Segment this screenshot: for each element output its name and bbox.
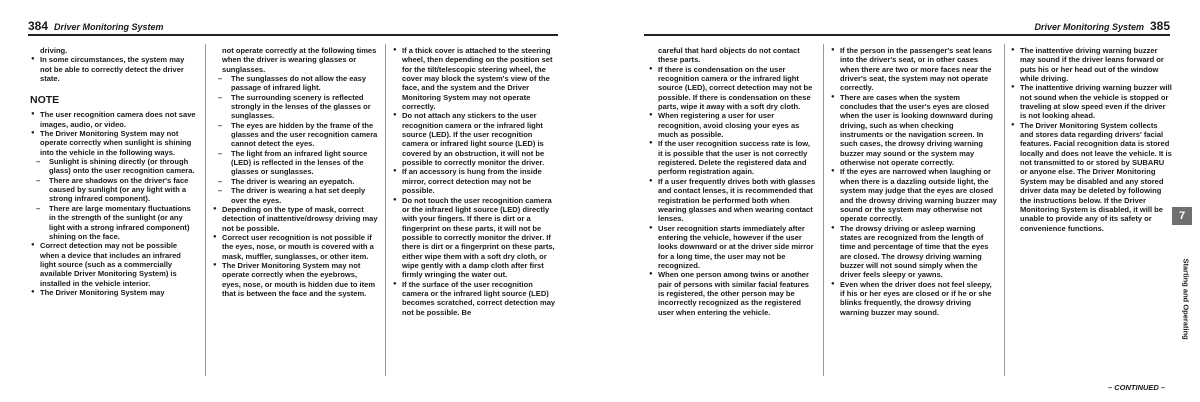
bullet-item: ● When registering a user for user recognition, avoid closing your eyes as much as possible. [648,111,816,139]
left-col-1 [30,46,198,376]
chapter-tab: 7 [1172,207,1192,225]
bullet-item: ● Depending on the type of mask, correct detection of inattentive/drowsy driving may not be possible. [212,205,378,233]
bullet-item: ● The inattentive driving warning buzzer may sound if the driver leans forward or puts his or her head out of the window while driving. [1010,46,1172,83]
bullet-item: ● Correct detection may not be possible when a device that includes an infrared light source (such as a commercially available Driver Monitoring System) is installed in the vehicle interior. [30,241,198,288]
bullet-item: ● The inattentive driving warning buzzer will not sound when the vehicle is stopped or traveling at slow speed even if the driver is not looking ahead. [1010,83,1172,120]
left-page [0,0,560,402]
left-col-3 [392,46,558,376]
bullet-item: ● Correct user recognition is not possible if the eyes, nose, or mouth is covered with a mask, muffler, sunglasses, or other item. [212,233,378,261]
right-page-number: 385 [1149,19,1170,33]
bullet-item: ● If the eyes are narrowed when laughing or when there is a dazzling outside light, the system may judge that the eyes are closed and the drowsy driving warning buzzer may sound or the system may otherwise not operate correctly. [830,167,998,223]
continued-label: – CONTINUED – [1108,383,1166,392]
right-col-3 [1010,46,1172,376]
left-header-rule [28,34,558,36]
col-text: careful that hard objects do not contact these parts. [658,46,800,65]
dash-item: – The sunglasses do not allow the easy passage of infrared light. [212,74,378,93]
dash-item: – Sunlight is shining directly (or through glass) onto the user recognition camera. [30,157,198,176]
note-heading: NOTE [30,94,60,107]
left-page-number: 384 [28,19,49,33]
column-divider [823,44,824,376]
bullet-item: ● If there is condensation on the user recognition camera or the infrared light source (LED), correct detection may not be possible. If there is condensation on these parts, wipe it away with a soft dry cloth. [648,65,816,112]
dash-item: – The eyes are hidden by the frame of the glasses and the user recognition camera cannot detect the eyes. [212,121,378,149]
bullet-item: ● If a thick cover is attached to the steering wheel, then depending on the position set for the tilt/telescopic steering wheel, the cover may block the system's view of the face, and the system and the Driver Monitoring System may not operate correctly. [392,46,558,111]
bullet-item: ● There are cases when the system concludes that the user's eyes are closed when the user is looking downward during driving, such as when checking instruments or the navigation screen. In such cases, the drowsy driving warning buzzer may sound or the system may otherwise not operate correctly. [830,93,998,168]
bullet-item: ● If the person in the passenger's seat leans into the driver's seat, or in other cases when there are two or more faces near the driver's seat, the system may not operate correctly. [830,46,998,93]
column-divider [205,44,206,376]
right-col-2 [830,46,998,376]
column-divider [385,44,386,376]
right-col-1 [648,46,816,376]
right-running-head: Driver Monitoring System [1034,22,1144,32]
bullet-item: ● The Driver Monitoring System may [30,288,198,297]
bullet-item: ● When one person among twins or another pair of persons with similar facial features is registered, the other person may be incorrectly recognized as the registered user when entering the vehicle. [648,270,816,317]
col-text: not operate correctly at the following times when the driver is wearing glasses or sunglasses. [222,46,377,74]
bullet-item: ● The Driver Monitoring System may not operate correctly when sunlight is shining into the vehicle in the following ways. [30,129,198,157]
right-page-header [820,17,1170,35]
dash-item: – There are large momentary fluctuations in the strength of the sunlight (or any light with a strong infrared component) shining on the face. [30,204,198,241]
left-running-head: Driver Monitoring System [54,22,164,32]
bullet-item: ● The drowsy driving or asleep warning states are recognized from the length of time and percentage of time that the eyes are closed. The drowsy driving warning buzzer will not sound simply when the driver feels sleepy or yawns. [830,224,998,280]
bullet-item: ● The Driver Monitoring System may not operate correctly when the eyebrows, eyes, nose, or mouth is hidden due to item that is between the face and the system. [212,261,378,298]
bullet-item: ● User recognition starts immediately after entering the vehicle, however if the user looks downward or at the driver side mirror for a long time, the user may not be recognized. [648,224,816,271]
bullet-item: ● Do not attach any stickers to the user recognition camera or the infrared light source (LED). If the user recognition camera or infrared light source (LED) is covered by an obstruction, it will not be possible to correctly monitor the driver. [392,111,558,167]
bullet-item: ● If a user frequently drives both with glasses and contact lenses, it is recommended that registration be performed both when wearing glasses and when wearing contact lenses. [648,177,816,224]
dash-item: – The driver is wearing a hat set deeply over the eyes. [212,186,378,205]
bullet-item: ● If the surface of the user recognition camera or the infrared light source (LED) becomes scratched, correct detection may not be possible. Be [392,280,558,317]
dash-item: – The surrounding scenery is reflected strongly in the lenses of the glasses or sunglasses. [212,93,378,121]
left-col-2 [212,46,378,376]
dash-item: – The light from an infrared light source (LED) is reflected in the lenses of the glasses or sunglasses. [212,149,378,177]
bullet-item: ● Even when the driver does not feel sleepy, if his or her eyes are closed or if he or she blinks frequently, the drowsy driving warning buzzer may sound. [830,280,998,317]
column-divider [1004,44,1005,376]
dash-item: – There are shadows on the driver's face caused by sunlight (or any light with a strong infrared component). [30,176,198,204]
bullet-item: ● Do not touch the user recognition camera or the infrared light source (LED) directly with your fingers. If there is dirt or a fingerprint on these parts, it will not be possible to correctly monitor the driver. If there is dirt or a fingerprint on these parts, either wipe them with a soft dry cloth, or wipe gently with a damp cloth after first firmly wringing the water out. [392,196,558,280]
right-page [620,0,1200,402]
dash-item: – The driver is wearing an eyepatch. [212,177,378,186]
bullet-item: ● In some circumstances, the system may not be able to correctly detect the driver state. [30,55,198,83]
left-page-header [28,17,388,35]
col-text: driving. [40,46,68,55]
chapter-side-label: Starting and Operating [1181,258,1191,340]
bullet-item: ● If the user recognition success rate is low, it is possible that the user is not correctly registered. Delete the registered data and perform registration again. [648,139,816,176]
bullet-item: ● If an accessory is hung from the inside mirror, correct detection may not be possible. [392,167,558,195]
bullet-item: ● The Driver Monitoring System collects and stores data regarding drivers' facial features. Facial recognition data is stored locally and does not leave the vehicle. It is not transmitted to or stored by SUBARU or anyone else. The Driver Monitoring System may be disabled and any stored driver data may be deleted by following the instructions below. If the Driver Monitoring System is disabled, it will be unable to provide any of its safety or convenience functions. [1010,121,1172,233]
bullet-item: ● The user recognition camera does not save images, audio, or video. [30,110,198,129]
